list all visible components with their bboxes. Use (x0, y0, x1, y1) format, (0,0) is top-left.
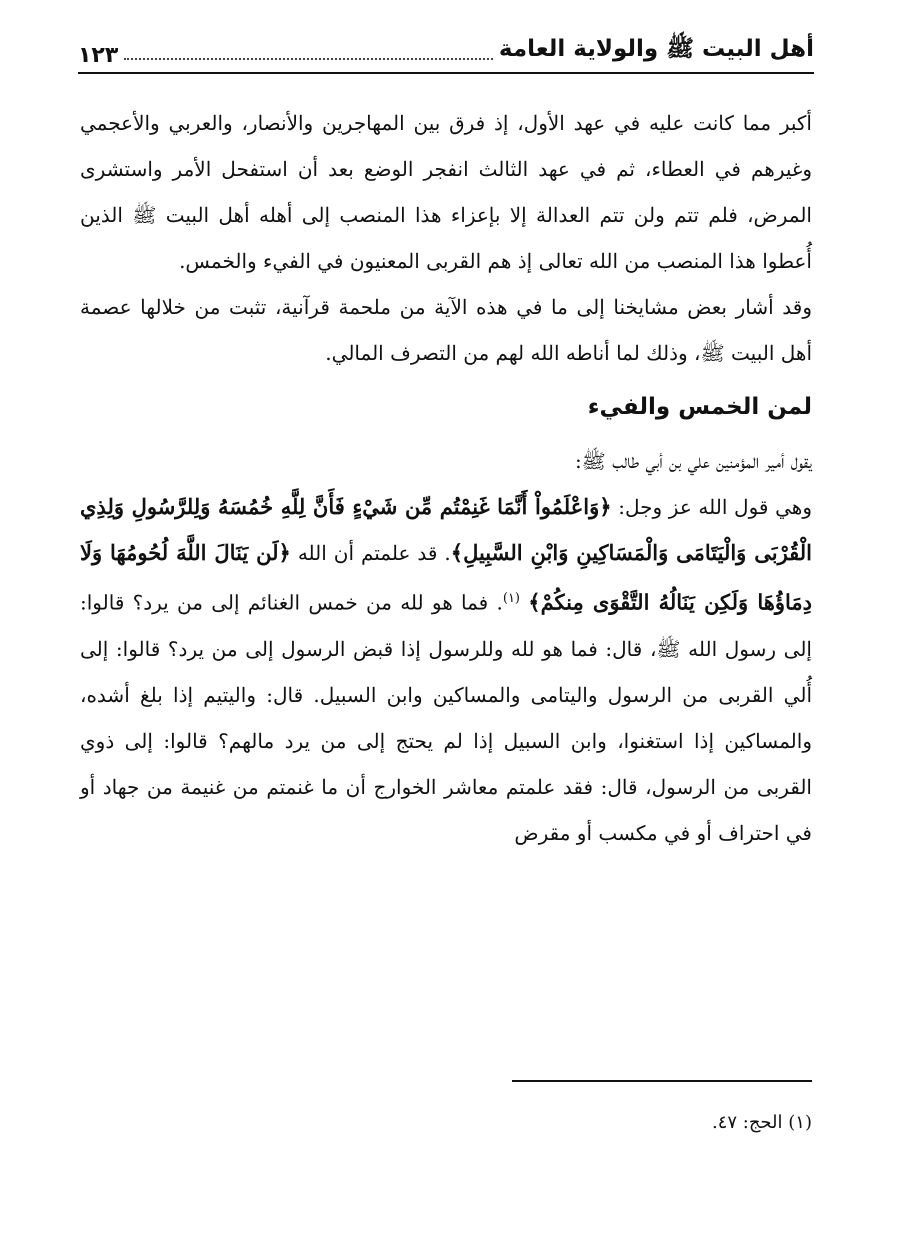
page-number: ١٢٣ (78, 43, 119, 68)
quran-verse-2: ﴿لَن يَنَالَ اللَّهَ لُحُومُهَا وَلَا دِمَاؤُهَا وَلَكِن يَنَالُهُ التَّقْوَى مِنكُمْ﴾ (80, 540, 813, 615)
header-leader-dots (124, 58, 493, 60)
quran-verse-1: ﴿وَاعْلَمُواْ أَنَّمَا غَنِمْتُم مِّن شَيْءٍ فَأَنَّ لِلَّهِ خُمُسَهُ وَلِلرَّسُولِ وَلِذِي الْقُرْبَى وَالْيَتَامَى وَالْمَسَاكِينِ وَابْنِ السَّبِيلِ﴾ (80, 494, 813, 565)
header-title: أهل البيت ﷺ والولاية العامة (498, 36, 814, 62)
paragraph-4-intro: وهي قول الله عز وجل: (611, 495, 812, 519)
header-rule (78, 72, 814, 74)
paragraph-4-rest: . فما هو لله من خمس الغنائم إلى من يرد؟ قالوا: إلى رسول الله ﷺ، قال: فما هو لله وللرسول إذا قبض الرسول إلى من يرد؟ قالوا: إلى أُلي القربى من الرسول واليتامى والمساكين وابن السبيل. قال: واليتيم إذا بلغ أشده، والمساكين إذا استغنوا، وابن السبيل إذا لم يحتج إلى من يرد مالهم؟ قالوا: إلى ذوي القربى من الرسول، قال: فقد علمتم معاشر الخوارج أن ما غنمتم من غنيمة من جهاد أو في احتراف أو في مكسب أو مقرض (80, 590, 812, 845)
footnote: (١) الحج: ٤٧. (711, 1112, 812, 1133)
paragraph-4 (80, 484, 812, 856)
paragraph-4-mid: . قد علمتم أن الله (290, 541, 451, 565)
paragraph-2: وقد أشار بعض مشايخنا إلى ما في هذه الآية من ملحمة قرآنية، تثبت من خلالها عصمة أهل البيت ﷺ، وذلك لما أناطه الله لهم من التصرف المالي. (80, 295, 812, 365)
footnote-rule (512, 1080, 812, 1082)
section-heading: لمن الخمس والفيء (587, 394, 812, 420)
page-body (80, 100, 812, 856)
paragraph-1: أكبر مما كانت عليه في عهد الأول، إذ فرق بين المهاجرين والأنصار، والعربي والأعجمي وغيرهم في العطاء، ثم في عهد الثالث انفجر الوضع بعد أن استفحل الأمر واستشرى المرض، فلم تتم ولن تتم العدالة إلا بإعزاء هذا المنصب إلى أهله أهل البيت ﷺ الذين أُعطوا هذا المنصب من الله تعالى إذ هم القربى المعنيون في الفيء والخمس. (80, 111, 812, 273)
running-header (78, 36, 814, 72)
footnote-ref-mark: (١) (502, 591, 520, 606)
paragraph-3: يقول أمير المؤمنين علي بن أبي طالب ﷺ: (574, 449, 812, 473)
